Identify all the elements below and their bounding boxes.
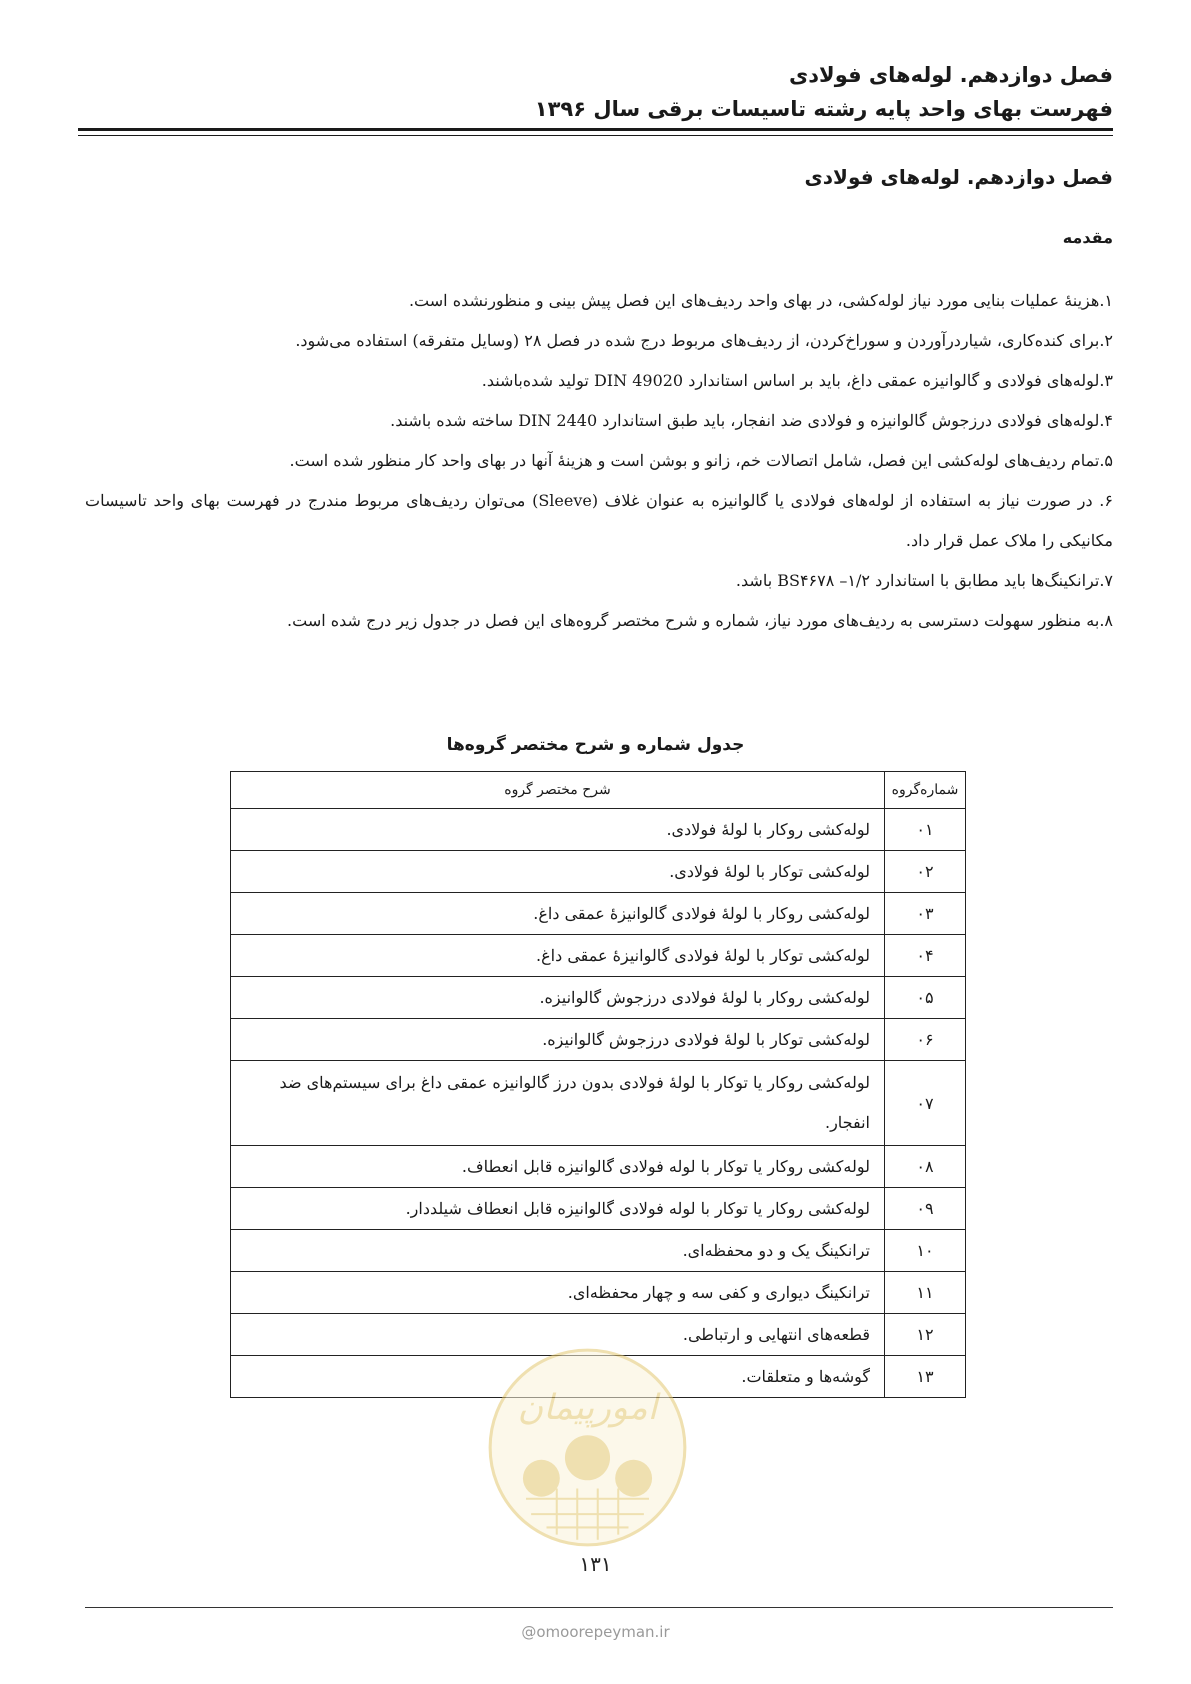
section-heading: مقدمه	[1062, 228, 1113, 247]
watermark-logo	[485, 1345, 690, 1550]
group-number: ۱۳	[885, 1356, 966, 1398]
group-number: ۰۳	[885, 893, 966, 935]
group-number: ۱۱	[885, 1272, 966, 1314]
group-number: ۱۰	[885, 1230, 966, 1272]
site-watermark: @omoorepeyman.ir	[521, 1623, 670, 1641]
group-number: ۱۲	[885, 1314, 966, 1356]
table-row	[231, 893, 966, 935]
group-number: ۰۲	[885, 851, 966, 893]
group-description: لوله‌کشی توکار با لولهٔ فولادی.	[231, 851, 885, 893]
group-description: لوله‌کشی روکار یا توکار با لوله فولادی گالوانیزه قابل انعطاف شیلددار.	[231, 1188, 885, 1230]
chapter-title: فصل دوازدهم. لوله‌های فولادی	[804, 165, 1113, 189]
column-header-description: شرح مختصر گروه	[231, 772, 885, 809]
group-description: ترانکینگ دیواری و کفی سه و چهار محفظه‌ای.	[231, 1272, 885, 1314]
intro-item: ۲.برای کنده‌کاری، شیاردرآوردن و سوراخ‌کردن، از ردیف‌های مربوط درج شده در فصل ۲۸ (وسایل متفرقه) استفاده می‌شود.	[295, 331, 1113, 350]
table-row	[231, 1188, 966, 1230]
header-divider-thin	[78, 135, 1113, 136]
table-row	[231, 935, 966, 977]
table-row	[231, 1019, 966, 1061]
running-header-chapter: فصل دوازدهم. لوله‌های فولادی	[789, 63, 1113, 87]
group-description: لوله‌کشی توکار با لولهٔ فولادی گالوانیزهٔ عمقی داغ.	[231, 935, 885, 977]
group-description: لوله‌کشی روکار یا توکار با لوله فولادی گالوانیزه قابل انعطاف.	[231, 1146, 885, 1188]
table-row	[231, 809, 966, 851]
group-number: ۰۶	[885, 1019, 966, 1061]
column-header-number: شماره‌گروه	[885, 772, 966, 809]
watermark-text: امورپیمان	[517, 1387, 658, 1428]
table-row	[231, 1230, 966, 1272]
table-row	[231, 1272, 966, 1314]
intro-item: ۶. در صورت نیاز به استفاده از لوله‌های فولادی یا گالوانیزه به عنوان غلاف (Sleeve) می‌توان ردیف‌های مربوط مندرج در فهرست بهای واحد تاسیسات مکانیکی را ملاک عمل قرار داد.	[85, 491, 1113, 550]
group-description: ترانکینگ یک و دو محفظه‌ای.	[231, 1230, 885, 1272]
intro-item: ۴.لوله‌های فولادی درزجوش گالوانیزه و فولادی ضد انفجار، باید طبق استاندارد DIN 2440 ساخته شده باشند.	[390, 411, 1113, 430]
group-number: ۰۵	[885, 977, 966, 1019]
group-number: ۰۴	[885, 935, 966, 977]
intro-item: ۱.هزینهٔ عملیات بنایی مورد نیاز لوله‌کشی، در بهای واحد ردیف‌های این فصل پیش بینی و منظورنشده است.	[408, 291, 1113, 310]
footer-divider	[85, 1607, 1113, 1608]
group-description: لوله‌کشی روکار با لولهٔ فولادی گالوانیزهٔ عمقی داغ.	[231, 893, 885, 935]
page-number: ۱۳۱	[579, 1552, 612, 1576]
group-description: لوله‌کشی روکار با لولهٔ فولادی.	[231, 809, 885, 851]
group-number: ۰۱	[885, 809, 966, 851]
group-description: گوشه‌ها و متعلقات.	[231, 1356, 885, 1398]
group-description: لوله‌کشی روکار یا توکار با لولهٔ فولادی بدون درز گالوانیزه عمقی داغ برای سیستم‌های ضد انفجار.	[231, 1061, 885, 1146]
table-title: جدول شماره و شرح مختصر گروه‌ها	[446, 735, 745, 755]
running-header	[78, 58, 1113, 126]
groups-table	[230, 771, 966, 1398]
intro-list	[85, 281, 1113, 641]
table-row	[231, 977, 966, 1019]
group-number: ۰۹	[885, 1188, 966, 1230]
intro-item: ۷.ترانکینگ‌ها باید مطابق با استاندارد ۱/۲– BS۴۶۷۸ باشد.	[735, 571, 1113, 590]
group-description: قطعه‌های انتهایی و ارتباطی.	[231, 1314, 885, 1356]
group-description: لوله‌کشی توکار با لولهٔ فولادی درزجوش گالوانیزه.	[231, 1019, 885, 1061]
table-header-row	[231, 772, 966, 809]
table-row	[231, 851, 966, 893]
header-divider-thick	[78, 128, 1113, 131]
intro-item: ۳.لوله‌های فولادی و گالوانیزه عمقی داغ، باید بر اساس استاندارد DIN 49020 تولید شده‌باشند.	[481, 371, 1113, 390]
table-row	[231, 1061, 966, 1146]
group-description: لوله‌کشی روکار با لولهٔ فولادی درزجوش گالوانیزه.	[231, 977, 885, 1019]
intro-item: ۵.تمام ردیف‌های لوله‌کشی این فصل، شامل اتصالات خم، زانو و بوشن است و هزینهٔ آنها در بهای واحد کار منظور شده است.	[289, 451, 1113, 470]
group-number: ۰۷	[885, 1061, 966, 1146]
group-number: ۰۸	[885, 1146, 966, 1188]
intro-item: ۸.به منظور سهولت دسترسی به ردیف‌های مورد نیاز، شماره و شرح مختصر گروه‌های این فصل در جدول زیر درج شده است.	[287, 611, 1113, 630]
table-row	[231, 1146, 966, 1188]
running-header-document: فهرست بهای واحد پایه رشته تاسیسات برقی سال ۱۳۹۶	[534, 97, 1113, 121]
